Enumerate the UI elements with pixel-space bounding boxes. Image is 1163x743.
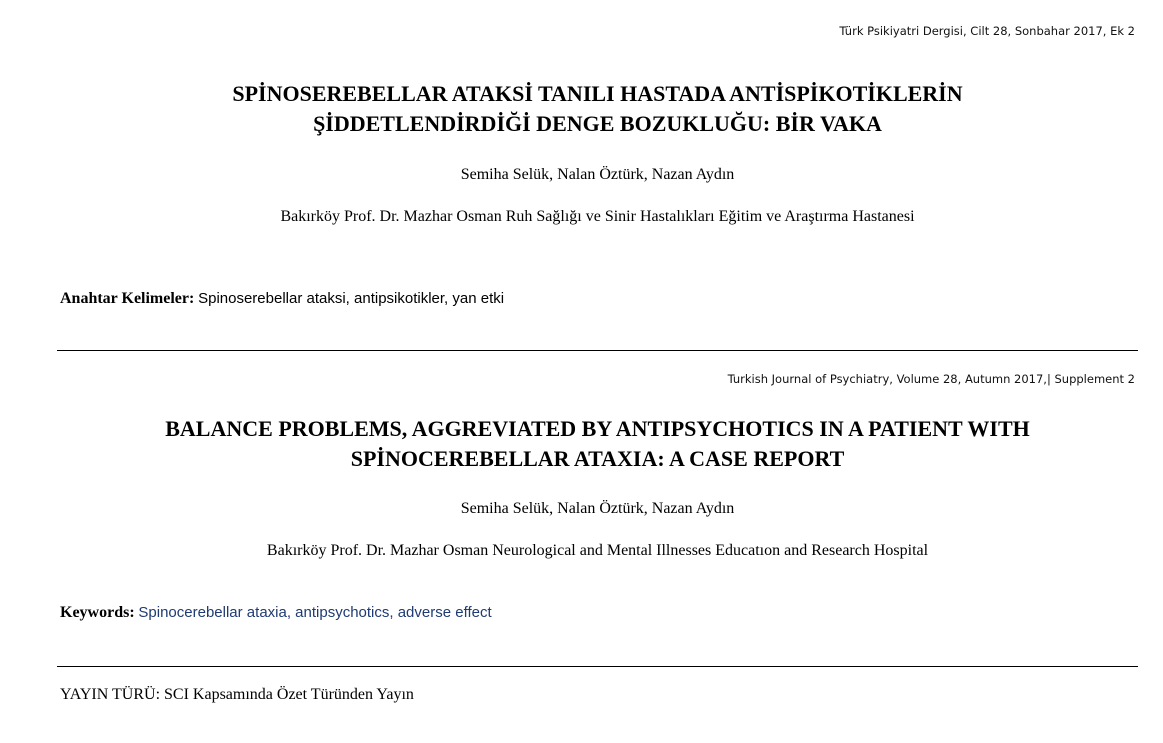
authors-turkish: Semiha Selük, Nalan Öztürk, Nazan Aydın	[460, 166, 735, 183]
keywords-label: Keywords:	[60, 604, 135, 621]
keywords-label: Anahtar Kelimeler:	[60, 290, 195, 307]
publication-type: YAYIN TÜRÜ: SCI Kapsamında Özet Türünden Yayın	[60, 686, 414, 703]
title-line-2: ŞİDDETLENDİRDİĞİ DENGE BOZUKLUĞU: BİR VAKA	[313, 111, 882, 136]
keywords-english	[60, 604, 492, 622]
section-divider	[57, 666, 1138, 667]
affiliation-english: Bakırköy Prof. Dr. Mazhar Osman Neurological and Mental Illnesses Educatıon and Research Hospital	[266, 542, 929, 559]
affiliation-turkish: Bakırköy Prof. Dr. Mazhar Osman Ruh Sağlığı ve Sinir Hastalıkları Eğitim ve Araştırma Hastanesi	[280, 208, 915, 225]
section-divider	[57, 350, 1138, 351]
article-title-english	[0, 414, 1163, 474]
title-line-1: BALANCE PROBLEMS, AGGREVIATED BY ANTIPSYCHOTICS IN A PATIENT WITH	[165, 416, 1030, 441]
keywords-value: Spinocerebellar ataxia, antipsychotics, adverse effect	[138, 604, 492, 621]
authors-english: Semiha Selük, Nalan Öztürk, Nazan Aydın	[460, 500, 735, 517]
title-line-2: SPİNOCEREBELLAR ATAXIA: A CASE REPORT	[350, 446, 845, 471]
keywords-value: Spinoserebellar ataksi, antipsikotikler, yan etki	[198, 290, 505, 307]
article-title-turkish	[0, 79, 1163, 139]
title-line-1: SPİNOSEREBELLAR ATAKSİ TANILI HASTADA ANTİSPİKOTİKLERİN	[232, 81, 963, 106]
keywords-turkish	[60, 290, 504, 308]
journal-citation-turkish: Türk Psikiyatri Dergisi, Cilt 28, Sonbahar 2017, Ek 2	[839, 24, 1135, 38]
journal-citation-english: Turkish Journal of Psychiatry, Volume 28, Autumn 2017,| Supplement 2	[727, 372, 1135, 386]
